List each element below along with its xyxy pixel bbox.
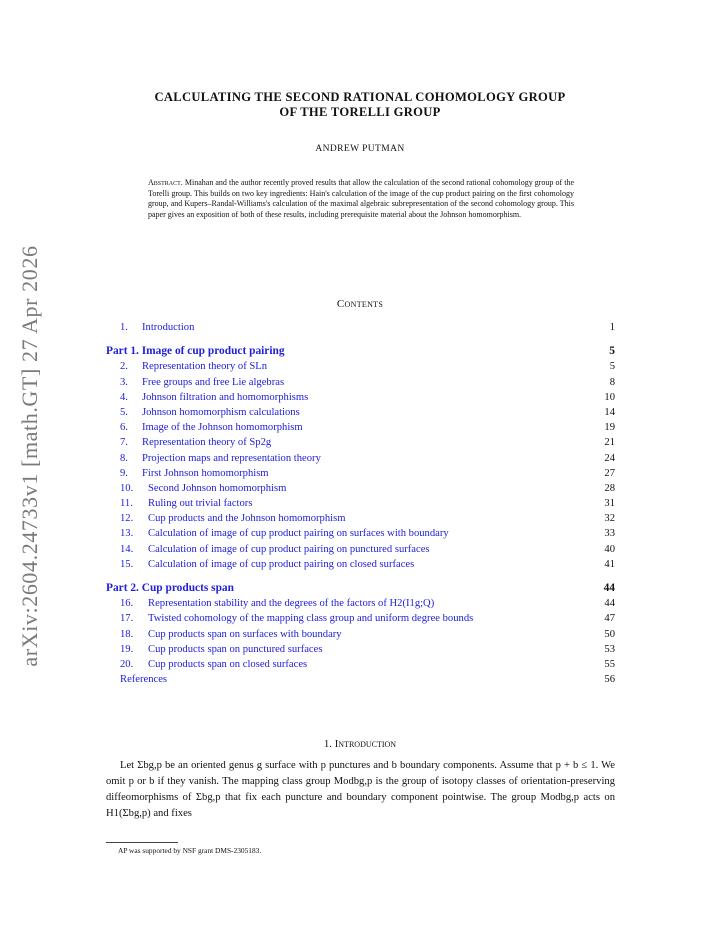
toc-entry-number: 18. <box>120 628 134 640</box>
toc-entry-number: 14. <box>120 543 134 555</box>
toc-entry-title[interactable]: Representation theory of Sp2g <box>142 437 272 449</box>
toc-entry-page: 14 <box>604 406 615 418</box>
toc-entry-title[interactable]: Cup products and the Johnson homomorphism <box>148 513 346 525</box>
toc-entry-number: 7. <box>120 437 128 449</box>
toc-entry-number: 4. <box>120 391 128 403</box>
toc-entry-page: 10 <box>604 391 615 403</box>
toc-entry-number: 5. <box>120 406 128 418</box>
toc-entry-page: 31 <box>604 498 615 510</box>
toc-part-1[interactable] <box>106 344 615 359</box>
toc-entry-number: 15. <box>120 558 134 570</box>
toc-entry-number: 16. <box>120 598 134 610</box>
toc-entry-title[interactable]: Free groups and free Lie algebras <box>142 376 285 388</box>
toc-entry[interactable] <box>106 596 615 611</box>
toc-entry-title[interactable]: Image of the Johnson homomorphism <box>142 422 303 434</box>
arxiv-sidebar-stamp <box>4 226 56 686</box>
title-line-2: OF THE TORELLI GROUP <box>279 105 441 119</box>
toc-entry-number: 10. <box>120 482 134 494</box>
intro-paragraph: Let Σbg,p be an oriented genus g surface with p punctures and b boundary components. Assume that p + b ≤ 1. We omit p or b if they vanish. The mapping class group Modbg,p is the group of isotopy classes of orientation-preserving diffeomorphisms of Σbg,p that fix each puncture and boundary component pointwise. The group Modbg,p acts on H1(Σbg,p) and fixes <box>106 760 615 819</box>
toc-entry[interactable] <box>106 466 615 481</box>
toc-entry-page: 50 <box>604 628 615 640</box>
arxiv-identifier: arXiv:2604.24733v1 [math.GT] 27 Apr 2026 <box>17 245 42 667</box>
title-line-1: CALCULATING THE SECOND RATIONAL COHOMOLOGY GROUP <box>154 90 566 104</box>
toc-entry-page: 5 <box>609 361 615 373</box>
toc-entry-page: 27 <box>604 467 615 479</box>
toc-entry-page: 53 <box>604 643 615 655</box>
toc-entry-title[interactable]: Johnson filtration and homomorphisms <box>142 391 309 403</box>
toc-entry-title[interactable]: Twisted cohomology of the mapping class group and uniform degree bounds <box>148 613 474 625</box>
toc-entry-number: 11. <box>120 498 133 510</box>
toc-entry[interactable] <box>106 451 615 466</box>
toc-entry-number: 13. <box>120 528 134 540</box>
toc-entry-page: 56 <box>604 674 615 686</box>
toc-entry-title[interactable]: Representation theory of SLn <box>142 361 268 373</box>
toc-entry-number: 9. <box>120 467 128 479</box>
toc-entry-page: 41 <box>604 558 615 570</box>
toc-entry-number: 1. <box>120 322 128 333</box>
toc-part-page: 44 <box>603 582 615 594</box>
toc-entry-introduction[interactable] <box>106 320 615 335</box>
toc-entry-number: 12. <box>120 513 134 525</box>
contents-heading: Contents <box>336 298 384 310</box>
toc-entry[interactable] <box>106 375 615 390</box>
toc-entry-title[interactable]: Cup products span on punctured surfaces <box>148 643 323 655</box>
toc-entry[interactable] <box>106 359 615 374</box>
paper-title <box>0 90 720 120</box>
toc-entry-number: 8. <box>120 452 128 464</box>
toc-entry-references[interactable] <box>106 672 615 687</box>
toc-entry[interactable] <box>106 390 615 405</box>
toc-entry-page: 40 <box>604 543 615 555</box>
toc-entry-page: 47 <box>604 613 615 625</box>
toc-entry-title[interactable]: Cup products span on surfaces with boundary <box>148 628 342 640</box>
toc-entry-number: 6. <box>120 422 128 434</box>
toc-part-2[interactable] <box>106 581 615 596</box>
toc-entry[interactable] <box>106 657 615 672</box>
toc-entry-page: 55 <box>604 658 615 670</box>
toc-entry-number: 20. <box>120 658 134 670</box>
toc-entry-page: 21 <box>604 437 615 449</box>
toc-entry-page: 8 <box>609 376 615 388</box>
toc-entry[interactable] <box>106 420 615 435</box>
footnote-rule <box>106 842 178 843</box>
toc-entry-title[interactable]: Johnson homomorphism calculations <box>142 406 300 418</box>
toc-entry[interactable] <box>106 557 615 572</box>
toc-entry-number: 3. <box>120 376 128 388</box>
toc-entry-number: 17. <box>120 613 134 625</box>
toc-entry-page: 28 <box>604 482 615 494</box>
toc-entry-title[interactable]: Cup products span on closed surfaces <box>148 658 308 670</box>
introduction-body <box>106 758 615 822</box>
toc-part-title[interactable]: Part 1. Image of cup product pairing <box>106 345 285 358</box>
toc-entry-page: 33 <box>604 528 615 540</box>
toc-part-page: 5 <box>609 345 615 358</box>
toc-entry-title[interactable]: First Johnson homomorphism <box>142 467 269 479</box>
toc-entry[interactable] <box>106 526 615 541</box>
toc-entry-title[interactable]: Calculation of image of cup product pairing on punctured surfaces <box>148 543 430 555</box>
toc-entry-title[interactable]: Representation stability and the degrees of the factors of H2(I1g;Q) <box>148 598 435 610</box>
toc-entry[interactable] <box>106 542 615 557</box>
toc-entry-title[interactable]: Ruling out trivial factors <box>148 498 253 510</box>
toc-entry-title[interactable]: Calculation of image of cup product pairing on closed surfaces <box>148 558 415 570</box>
toc-part-title[interactable]: Part 2. Cup products span <box>106 582 234 594</box>
toc-entry[interactable] <box>106 435 615 450</box>
toc-entry-number: 19. <box>120 643 134 655</box>
author-name: ANDREW PUTMAN <box>315 144 405 154</box>
section-heading-introduction: 1. Introduction <box>323 738 397 750</box>
toc-entry-title[interactable]: Calculation of image of cup product pairing on surfaces with boundary <box>148 528 449 540</box>
abstract-text: Minahan and the author recently proved results that allow the calculation of the second rational cohomology group of the Torelli group. This builds on two key ingredients: Hain's calculation of the image of the cup product pairing on the first cohomology group, and Kupers–Randal-Williams's calculation of the maximal algebraic subrepresentation of the second cohomology group. This paper gives an exposition of both of these results, including prerequisite material about the Johnson homomorphism. <box>148 178 575 219</box>
toc-entry-number: 2. <box>120 361 128 373</box>
abstract <box>148 178 574 220</box>
toc-entry[interactable] <box>106 642 615 657</box>
abstract-label: Abstract. <box>148 178 183 187</box>
toc-entry-title[interactable]: Second Johnson homomorphism <box>148 482 287 494</box>
toc-entry[interactable] <box>106 481 615 496</box>
toc-entry-title[interactable]: References <box>120 674 168 686</box>
footnote: AP was supported by NSF grant DMS-2305183. <box>118 846 262 855</box>
table-of-contents <box>106 320 615 687</box>
toc-entry-title[interactable]: Projection maps and representation theory <box>142 452 321 464</box>
toc-entry-page: 32 <box>604 513 615 525</box>
toc-entry-page: 19 <box>604 422 615 434</box>
toc-entry[interactable] <box>106 496 615 511</box>
toc-entry-page: 1 <box>609 322 615 333</box>
toc-entry[interactable] <box>106 511 615 526</box>
toc-entry[interactable] <box>106 405 615 420</box>
toc-entry-page: 24 <box>604 452 615 464</box>
toc-entry[interactable] <box>106 627 615 642</box>
toc-entry[interactable] <box>106 611 615 626</box>
toc-entry-page: 44 <box>604 598 615 610</box>
toc-entry-title[interactable]: Introduction <box>142 322 195 333</box>
